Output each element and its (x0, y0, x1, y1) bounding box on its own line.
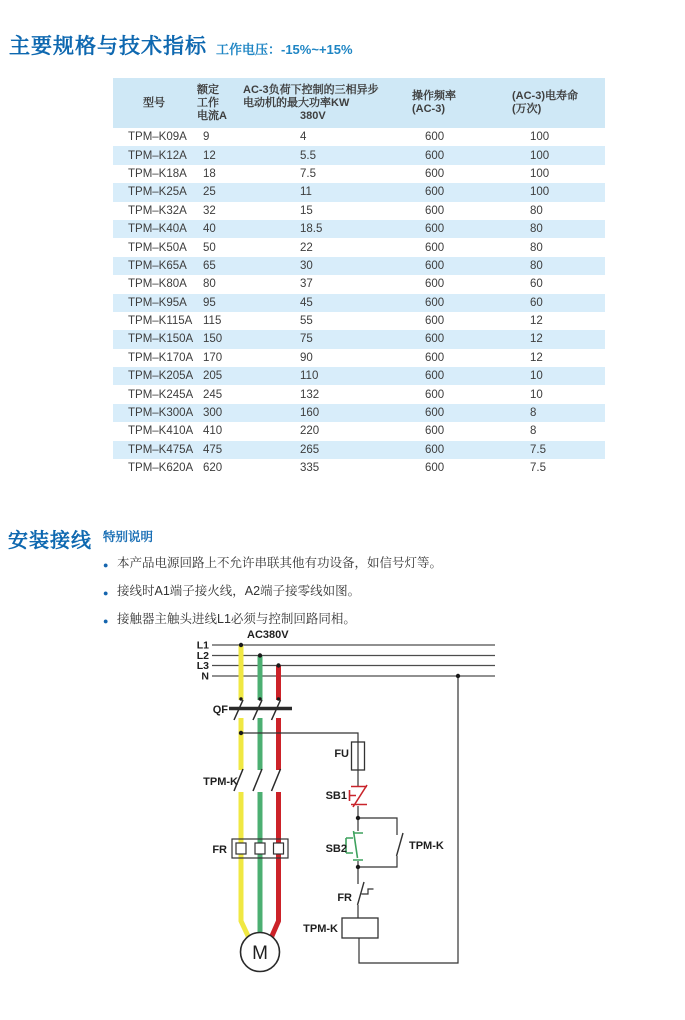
table-row (113, 349, 605, 367)
table-row (113, 238, 605, 256)
cell-model: TPM–K205A (128, 370, 194, 383)
table-row (113, 128, 605, 146)
cell-model: TPM–K410A (128, 425, 194, 438)
cell-life: 80 (530, 223, 543, 236)
table-row (113, 257, 605, 275)
header-model-label: 型号 (143, 96, 165, 109)
cell-current: 150 (203, 333, 223, 346)
cell-model: TPM–K475A (128, 443, 194, 456)
cell-power: 75 (300, 333, 313, 346)
junction-dots (239, 643, 460, 869)
page-subtitle: 工作电压：-15%~+15% (216, 42, 353, 57)
aux-contact-blade (397, 833, 404, 856)
table-row (113, 165, 605, 183)
cell-frequency: 600 (425, 149, 445, 162)
cell-model: TPM–K150A (128, 333, 194, 346)
table-row (113, 294, 605, 312)
cell-current: 205 (203, 370, 223, 383)
cell-current: 18 (203, 167, 216, 180)
cell-current: 115 (203, 315, 222, 328)
fu-label: FU (334, 748, 349, 760)
cell-power: 7.5 (300, 167, 316, 180)
note-bullet: ● 本产品电源回路上不允许串联其他有功设备，如信号灯等。 (103, 556, 623, 571)
cell-current: 40 (203, 223, 216, 236)
cell-frequency: 600 (425, 223, 445, 236)
special-notes (103, 527, 623, 640)
note-title: 特别说明 (103, 530, 154, 544)
cell-life: 8 (530, 407, 537, 420)
cell-life: 10 (530, 370, 543, 383)
l3-label: L3 (196, 660, 209, 672)
n-label: N (201, 670, 209, 683)
header-power: AC-3负荷下控制的三相异步 电动机的最大功率KW 380V (243, 83, 379, 122)
cell-life: 12 (530, 315, 543, 328)
cell-current: 300 (203, 407, 223, 420)
header-model (113, 78, 195, 128)
table-row (113, 422, 605, 440)
cell-current: 475 (203, 443, 223, 456)
cell-current: 32 (203, 204, 216, 217)
cell-current: 245 (203, 388, 223, 401)
cell-frequency: 600 (425, 370, 445, 383)
cell-life: 80 (530, 241, 543, 254)
cell-model: TPM–K80A (128, 278, 187, 291)
table-row (113, 367, 605, 385)
cell-power: 45 (300, 296, 313, 309)
main-contact-blades (234, 769, 281, 791)
cell-life: 80 (530, 204, 543, 217)
table-row (113, 220, 605, 238)
cell-power: 5.5 (300, 149, 316, 162)
cell-current: 95 (203, 296, 216, 309)
table-row (113, 202, 605, 220)
cell-frequency: 600 (425, 425, 445, 438)
motor-label: M (252, 943, 268, 964)
cell-current: 12 (203, 149, 216, 162)
table-row (113, 183, 605, 201)
cell-frequency: 600 (425, 462, 445, 475)
note-bullet: ● 接线时A1端子接火线，A2端子接零线如图。 (103, 584, 623, 599)
spec-table-header (113, 78, 605, 128)
cell-model: TPM–K65A (128, 259, 187, 272)
cell-frequency: 600 (425, 388, 445, 401)
cell-model: TPM–K18A (128, 167, 187, 180)
cell-power: 37 (300, 278, 313, 291)
cell-life: 12 (530, 351, 543, 364)
cell-frequency: 600 (425, 278, 445, 291)
wiring-diagram (185, 625, 650, 985)
cell-power: 335 (300, 462, 320, 475)
note-bullet-list (103, 556, 623, 627)
cell-frequency: 600 (425, 241, 445, 254)
fr-overload-label: FR (212, 844, 227, 856)
cell-power: 220 (300, 425, 320, 438)
spec-table (113, 78, 605, 477)
cell-frequency: 600 (425, 296, 445, 309)
header-life: (AC-3)电寿命 (万次) (512, 90, 578, 115)
cell-power: 18.5 (300, 223, 323, 236)
fr-contact-symbol (358, 882, 374, 905)
l1-label: L1 (196, 639, 209, 652)
cell-power: 11 (300, 186, 312, 199)
cell-model: TPM–K09A (128, 131, 187, 144)
cell-power: 90 (300, 351, 313, 364)
cell-life: 80 (530, 259, 543, 272)
cell-life: 7.5 (530, 462, 546, 475)
cell-model: TPM–K40A (128, 223, 187, 236)
bus-lines (212, 645, 495, 676)
cell-model: TPM–K25A (128, 186, 187, 199)
cell-power: 265 (300, 443, 320, 456)
cell-current: 80 (203, 278, 216, 291)
spec-table-body (113, 128, 605, 477)
cell-current: 170 (203, 351, 223, 364)
cell-power: 30 (300, 259, 313, 272)
cell-frequency: 600 (425, 351, 445, 364)
cell-current: 9 (203, 131, 210, 144)
supply-label: AC380V (247, 629, 289, 641)
cell-current: 25 (203, 186, 216, 199)
qf-breaker-symbol (229, 700, 292, 720)
cell-life: 100 (530, 167, 550, 180)
cell-life: 100 (530, 131, 550, 144)
table-row (113, 330, 605, 348)
table-row (113, 312, 605, 330)
table-row (113, 459, 605, 477)
table-row (113, 441, 605, 459)
cell-model: TPM–K12A (128, 149, 187, 162)
cell-frequency: 600 (425, 333, 445, 346)
cell-power: 132 (300, 388, 320, 401)
cell-model: TPM–K95A (128, 296, 187, 309)
cell-frequency: 600 (425, 443, 445, 456)
cell-model: TPM–K620A (128, 462, 194, 475)
cell-life: 100 (530, 186, 550, 199)
page-header (9, 30, 353, 60)
cell-life: 60 (530, 296, 543, 309)
cell-model: TPM–K50A (128, 241, 187, 254)
cell-frequency: 600 (425, 407, 445, 420)
aux-contact-label: TPM-K (409, 840, 444, 852)
table-row (113, 385, 605, 403)
cell-model: TPM–K170A (128, 351, 194, 364)
cell-power: 22 (300, 241, 313, 254)
cell-power: 160 (300, 407, 320, 420)
main-contact-label: TPM-K (203, 776, 238, 788)
cell-power: 110 (300, 370, 319, 383)
l2-label: L2 (196, 650, 209, 662)
cell-life: 12 (530, 333, 543, 346)
fr-contact-label: FR (337, 892, 352, 904)
cell-frequency: 600 (425, 131, 445, 144)
section-title-install: 安装接线 (8, 530, 92, 552)
table-row (113, 404, 605, 422)
cell-model: TPM–K115A (128, 315, 193, 328)
cell-life: 7.5 (530, 443, 546, 456)
cell-power: 55 (300, 315, 313, 328)
sb2-start-button-symbol (346, 831, 363, 860)
note-bullet: ● 接触器主触头进线L1必须与控制回路同相。 (103, 612, 623, 627)
sb1-label: SB1 (325, 790, 347, 802)
cell-life: 8 (530, 425, 537, 438)
cell-current: 50 (203, 241, 216, 254)
header-frequency: 操作频率 (AC-3) (412, 90, 456, 115)
cell-frequency: 600 (425, 315, 445, 328)
coil-label: TPM-K (303, 923, 338, 935)
qf-label: QF (212, 704, 228, 716)
phase-wire-yellow (241, 645, 249, 937)
cell-life: 60 (530, 278, 543, 291)
cell-current: 620 (203, 462, 223, 475)
contactor-coil-symbol (342, 918, 378, 938)
cell-life: 100 (530, 149, 550, 162)
table-row (113, 146, 605, 164)
cell-model: TPM–K245A (128, 388, 194, 401)
sb1-stop-button-symbol (350, 785, 368, 807)
cell-frequency: 600 (425, 186, 445, 199)
cell-power: 15 (300, 204, 313, 217)
cell-power: 4 (300, 131, 307, 144)
cell-frequency: 600 (425, 259, 445, 272)
cell-life: 10 (530, 388, 543, 401)
cell-frequency: 600 (425, 167, 445, 180)
page-title: 主要规格与技术指标 (9, 35, 207, 58)
cell-model: TPM–K300A (128, 407, 194, 420)
header-current: 额定 工作 电流A (197, 83, 227, 122)
cell-frequency: 600 (425, 204, 445, 217)
sb2-label: SB2 (325, 843, 347, 855)
cell-current: 410 (203, 425, 223, 438)
cell-model: TPM–K32A (128, 204, 187, 217)
cell-current: 65 (203, 259, 216, 272)
table-row (113, 275, 605, 293)
